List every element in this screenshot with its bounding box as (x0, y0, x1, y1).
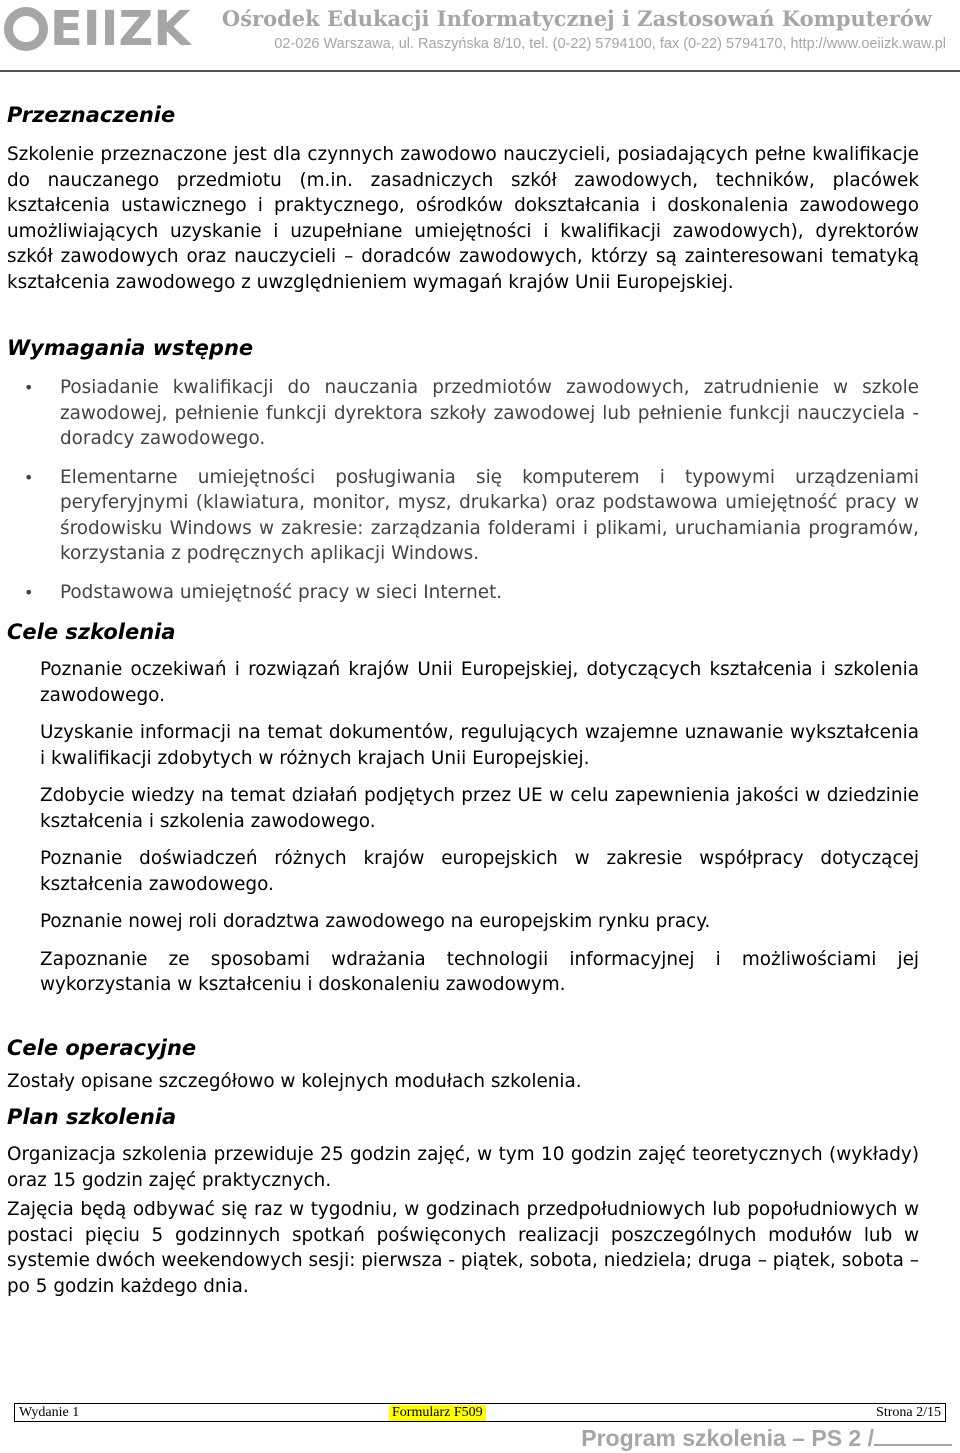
list-item: Zdobycie wiedzy na temat działań podjętych przez UE w celu zapewnienia jakości w dziedzinie kształcenia i szkolenia zawodowego. (40, 785, 919, 832)
list-item: • Posiadanie kwalifikacji do nauczania przedmiotów zawodowych, zatrudnienie w szkole zawodowej, pełnienie funkcji dyrektora szkoły zawodowej lub pełnienie funkcji nauczyciela - doradcy zawodowego. (24, 377, 919, 449)
wymagania-list (7, 375, 919, 605)
section-heading-wymagania: Wymagania wstępne (7, 336, 254, 360)
section-heading-cele-operacyjne: Cele operacyjne (7, 1035, 197, 1060)
footer-info-bar (14, 1403, 946, 1422)
cele-list (7, 657, 919, 998)
logo-o-ring (4, 7, 48, 51)
list-item: • Elementarne umiejętności posługiwania się komputerem i typowymi urządzeniami peryferyjnymi (klawiatura, monitor, mysz, drukarka) oraz podstawowa umiejętność pracy w środowisku Windows w zakresie: zarządzania folderami i plikami, uruchamiania programów, korzystania z podręcznych aplikacji Windows. (24, 466, 919, 564)
footer-blank-line (874, 1424, 952, 1446)
footer-form-number: Formularz F509 (389, 1405, 486, 1421)
bullet-icon: • (24, 582, 34, 602)
footer-edition: Wydanie 1 (19, 1405, 80, 1420)
list-item: Poznanie doświadczeń różnych krajów europejskich w zakresie współpracy dotyczącej kształcenia zawodowego. (40, 848, 919, 895)
bullet-icon: • (24, 378, 34, 397)
plan-paragraph: Organizacja szkolenia przewiduje 25 godzin zajęć, w tym 10 godzin zajęć teoretycznych (wykłady) oraz 15 godzin zajęć praktycznych. (7, 1144, 919, 1191)
list-item: Uzyskanie informacji na temat dokumentów, regulujących wzajemne uznawanie wykształcenia i kwalifikacji zdobytych w różnych krajach Unii Europejskiej. (40, 722, 919, 769)
organization-address: 02-026 Warszawa, ul. Raszyńska 8/10, tel. (0-22) 5794100, fax (0-22) 5794170, http://www.oeiizk.waw.pl (274, 36, 946, 52)
footer-program-label: Program szkolenia – PS 2 / (581, 1424, 952, 1452)
organization-title: Ośrodek Edukacji Informatycznej i Zastosowań Komputerów (221, 6, 932, 31)
logo-letters: EIIZK (50, 1, 191, 57)
list-item: Zapoznanie ze sposobami wdrażania technologii informacyjnej i możliwościami jej wykorzystania w kształceniu i doskonaleniu zawodowym. (40, 948, 919, 995)
bullet-icon: • (24, 467, 34, 487)
list-item: Poznanie nowej roli doradztwa zawodowego na europejskim rynku pracy. (40, 911, 711, 932)
header-divider (0, 70, 960, 72)
list-item: Poznanie oczekiwań i rozwiązań krajów Unii Europejskiej, dotyczących kształcenia i szkolenia zawodowego. (40, 659, 919, 706)
document-body (7, 100, 919, 1299)
section-heading-przeznaczenie: Przeznaczenie (7, 103, 176, 127)
przeznaczenie-text: Szkolenie przeznaczone jest dla czynnych zawodowo nauczycieli, posiadających pełne kwalifikacje do nauczanego przedmiotu (m.in. zasadniczych szkół zawodowych, techników, placówek kształcenia ustawicznego i praktycznego, ośrodków dokształcania i doskonalenia zawodowego umożliwiających uzyskanie i uzupełniane umiejętności i kwalifikacji zawodowych), dyrektorów szkół zawodowych oraz nauczycieli – doradców zawodowych, którzy są zainteresowani tematyką kształcenia zawodowego z uwzględnieniem wymagań krajów Unii Europejskiej. (7, 144, 919, 293)
plan-paragraph: Zajęcia będą odbywać się raz w tygodniu, w godzinach przedpołudniowych lub popołudniowych w postaci pięciu 5 godzinnych spotkań poświęconych realizacji poszczególnych modułów lub w systemie dwóch weekendowych sesji: pierwsza - piątek, sobota, niedziela; druga – piątek, sobota – po 5 godzin każdego dnia. (7, 1199, 919, 1297)
oeiizk-logo (4, 2, 224, 56)
document-header (0, 0, 960, 56)
cele-operacyjne-text: Zostały opisane szczegółowo w kolejnych modułach szkolenia. (7, 1070, 582, 1092)
section-heading-cele: Cele szkolenia (7, 620, 176, 644)
list-item: • Podstawowa umiejętność pracy w sieci Internet. (7, 580, 919, 606)
footer-page-number: Strona 2/15 (876, 1405, 941, 1420)
section-heading-plan: Plan szkolenia (7, 1105, 177, 1129)
